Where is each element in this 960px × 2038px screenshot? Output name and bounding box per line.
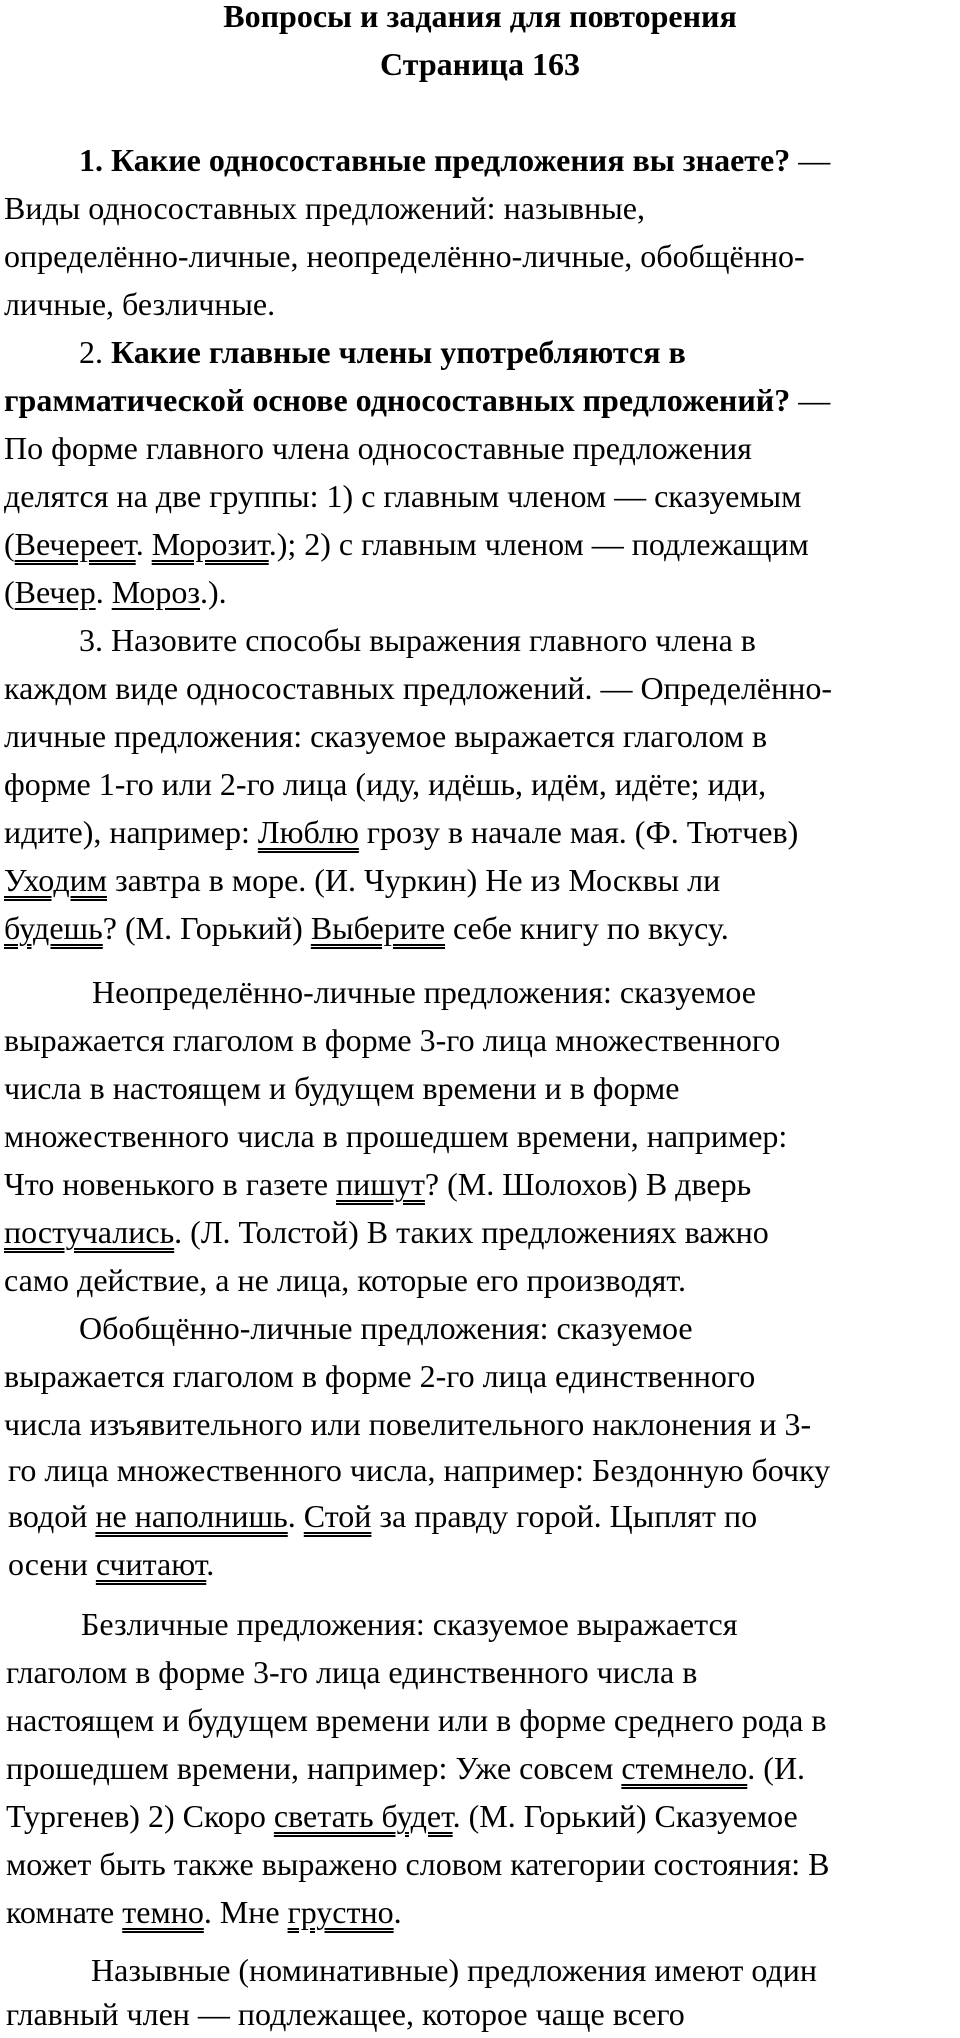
predicate-underlined: Выберите [310,910,446,946]
predicate-underlined: пишут [336,1166,425,1202]
answer-1-line-1: Виды односоставных предложений: назывные, [4,190,645,226]
answer-2-line-3 [4,520,809,568]
text-span: ( [4,526,15,562]
nominative-line-2: главный член — подлежащее, которое чаще всего [6,1996,685,2032]
question-2-number: 2. [79,334,111,370]
question-2-line-2 [4,376,830,424]
text-span: завтра в море. (И. Чуркин) Не из Москвы ли [106,862,721,898]
predicate-underlined: Уходим [4,862,107,898]
indefinite-personal-line-1: Неопределённо-личные предложения: сказуемое [92,974,756,1010]
generalized-personal-line-2: выражается глаголом в форме 2-го лица единственного [4,1358,756,1394]
page-number-label: Страница 163 [380,46,580,82]
answer-1-line-3: личные, безличные. [4,286,276,322]
indefinite-personal-line-4: множественного числа в прошедшем времени, например: [4,1118,788,1154]
dash: — [790,142,831,178]
answer-3-line-5 [4,904,729,952]
predicate-underlined: считают [95,1546,207,1582]
impersonal-line-6: может быть также выражено словом категории состояния: В [6,1846,830,1882]
answer-3-line-4 [4,856,720,904]
impersonal-line-2: глаголом в форме 3-го лица единственного числа в [6,1654,698,1690]
text-span: . [95,574,112,610]
dash: — [790,382,831,418]
text-span: осени [8,1546,96,1582]
predicate-underlined: Люблю [257,814,359,850]
predicate-underlined: стемнело [621,1750,748,1786]
generalized-personal-line-4: го лица множественного числа, например: Бездонную бочку [8,1452,831,1488]
text-span: грозу в начале мая. (Ф. Тютчев) [358,814,799,850]
answer-3-line-1: личные предложения: сказуемое выражается глаголом в [4,718,768,754]
indefinite-personal-line-3: числа в настоящем и будущем времени и в форме [4,1070,680,1106]
predicate-underlined: Стой [303,1498,372,1534]
document-title: Вопросы и задания для повторения [223,0,737,34]
text-span: себе книгу по вкусу. [445,910,729,946]
subject-underlined: Мороз [111,574,200,610]
generalized-personal-line-6 [8,1540,214,1588]
predicate-underlined: грустно [287,1894,394,1930]
predicate-underlined: не наполнишь [95,1498,288,1534]
text-span: водой [8,1498,96,1534]
text-span: . Мне [203,1894,288,1930]
text-span: Тургенев) 2) Скоро [6,1798,274,1834]
text-span: . (И. [747,1750,806,1786]
answer-3-line-3 [4,808,798,856]
question-3-line-2: каждом виде односоставных предложений. — Определённо- [4,670,833,706]
answer-2-line-1: По форме главного члена односоставные предложения [4,430,752,466]
text-span: . [206,1546,215,1582]
predicate-underlined: Морозит [151,526,269,562]
indefinite-personal-line-7: само действие, а не лица, которые его производят. [4,1262,686,1298]
impersonal-line-1: Безличные предложения: сказуемое выражается [81,1606,738,1642]
text-span: ( [4,574,15,610]
generalized-personal-line-5 [8,1492,757,1540]
answer-3-line-2: форме 1-го или 2-го лица (иду, идёшь, идём, идёте; иди, [4,766,767,802]
text-span: . [287,1498,304,1534]
text-span: ? (М. Горький) [102,910,311,946]
nominative-line-1: Назывные (номинативные) предложения имеют один [91,1952,818,1988]
indefinite-personal-line-2: выражается глаголом в форме 3-го лица множественного [4,1022,781,1058]
text-span: . [135,526,152,562]
question-1-text: 1. Какие односоставные предложения вы знаете? [79,142,791,178]
answer-2-line-2: делятся на две группы: 1) с главным членом — сказуемым [4,478,802,514]
question-2-text: Какие главные члены употребляются в [111,334,686,370]
impersonal-line-5 [6,1792,798,1840]
text-span: . (М. Горький) Сказуемое [452,1798,798,1834]
generalized-personal-line-1: Обобщённо-личные предложения: сказуемое [79,1310,693,1346]
text-span: . [393,1894,402,1930]
impersonal-line-4 [6,1744,805,1792]
answer-2-line-4 [4,568,227,616]
indefinite-personal-line-5 [4,1160,751,1208]
text-span: комнате [6,1894,123,1930]
generalized-personal-line-3: числа изъявительного или повелительного наклонения и 3- [4,1406,812,1442]
predicate-underlined: Вечереет [14,526,136,562]
text-span: Что новенького в газете [4,1166,337,1202]
predicate-underlined: будешь [4,910,103,946]
subject-underlined: Вечер [14,574,96,610]
question-2-text-cont: грамматической основе односоставных предложений? [4,382,791,418]
predicate-underlined: постучались [4,1214,175,1250]
impersonal-line-7 [6,1888,402,1936]
text-span: .); 2) с главным членом — подлежащим [268,526,809,562]
indefinite-personal-line-6 [4,1208,769,1256]
text-span: . (Л. Толстой) В таких предложениях важно [174,1214,769,1250]
question-3-line-1: 3. Назовите способы выражения главного члена в [79,622,756,658]
question-1-line [79,136,830,184]
text-span: прошедшем времени, например: Уже совсем [6,1750,622,1786]
text-span: ? (М. Шолохов) В дверь [424,1166,752,1202]
text-span: за правду горой. Цыплят по [371,1498,758,1534]
text-span: идите), например: [4,814,258,850]
question-2-line-1 [79,328,686,376]
text-span: .). [200,574,227,610]
predicate-underlined: светать будет [273,1798,453,1834]
predicate-underlined: темно [122,1894,204,1930]
impersonal-line-3: настоящем и будущем времени или в форме среднего рода в [6,1702,827,1738]
answer-1-line-2: определённо-личные, неопределённо-личные, обобщённо- [4,238,805,274]
